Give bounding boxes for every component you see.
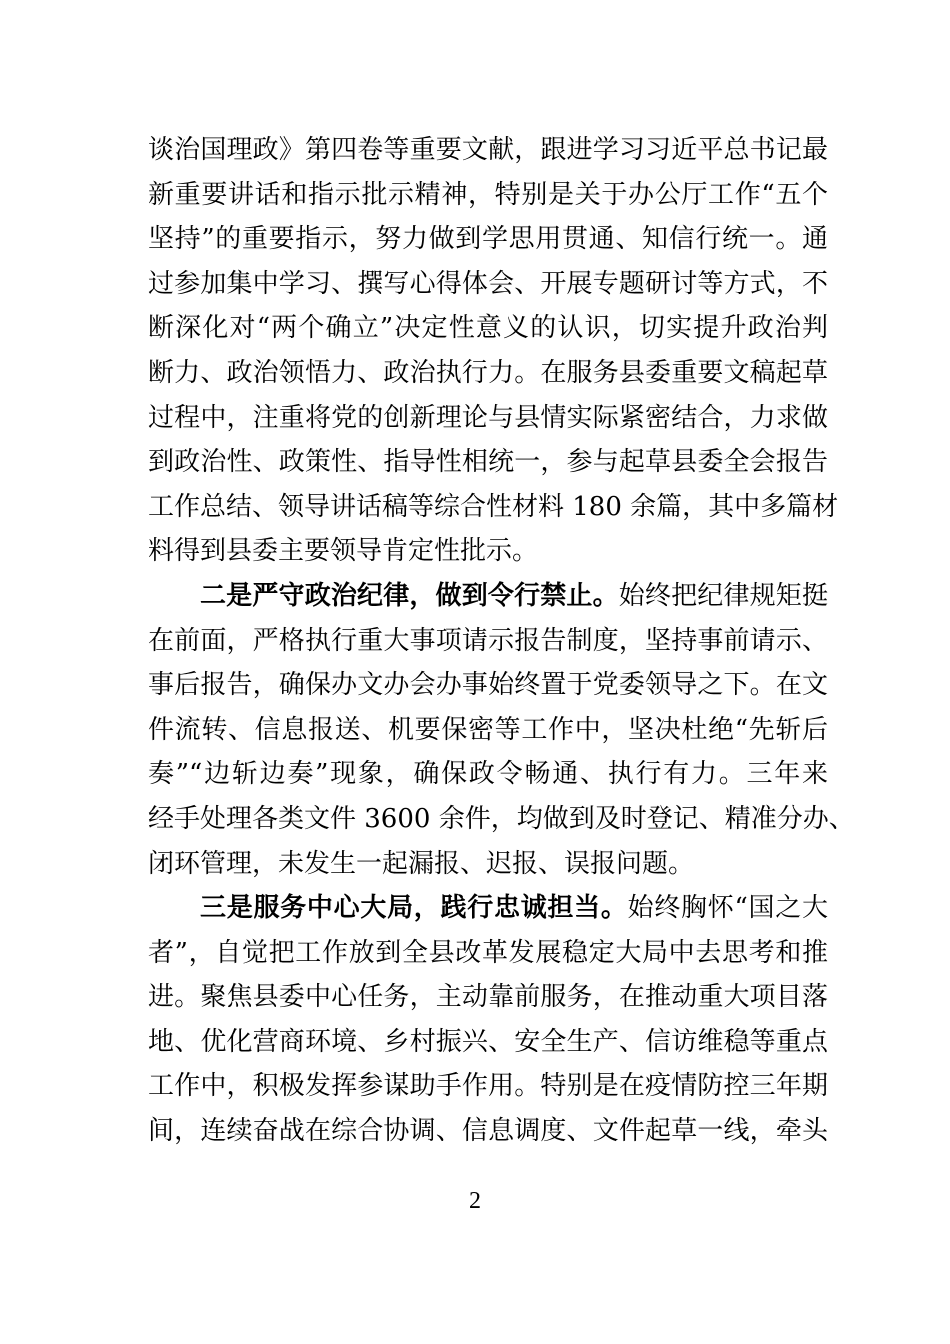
text-line: 谈治国理政》第四卷等重要文献，跟进学习习近平总书记最 — [148, 135, 828, 165]
paragraph-heading: 二是严守政治纪律，做到令行禁止。 — [200, 580, 619, 611]
text-line: 间，连续奋战在综合协调、信息调度、文件起草一线，牵头 — [148, 1116, 828, 1147]
page-number: 2 — [469, 1188, 481, 1214]
text-line: 料得到县委主要领导肯定性批示。 — [148, 536, 539, 567]
text-line: 事后报告，确保办文办会办事始终置于党委领导之下。在文 — [148, 670, 828, 701]
text-line: 地、优化营商环境、乡村振兴、安全生产、信访维稳等重点 — [148, 1026, 828, 1057]
text-line: 坚持”的重要指示，努力做到学思用贯通、知信行统一。通 — [148, 224, 828, 255]
text-line: 到政治性、政策性、指导性相统一，参与起草县委全会报告 — [148, 447, 828, 478]
text-line: 新重要讲话和指示批示精神，特别是关于办公厅工作“五个 — [148, 179, 828, 210]
paragraph-heading: 三是服务中心大局，践行忠诚担当。 — [200, 893, 628, 924]
text-line: 工作总结、领导讲话稿等综合性材料 180 余篇，其中多篇材 — [148, 491, 839, 522]
text-line: 断深化对“两个确立”决定性意义的认识，切实提升政治判 — [148, 313, 828, 344]
text-line: 断力、政治领悟力、政治执行力。在服务县委重要文稿起草 — [148, 357, 828, 388]
paragraph-first-line — [148, 886, 828, 931]
text-line: 经手处理各类文件 3600 余件，均做到及时登记、精准分办、 — [148, 803, 855, 834]
text-line: 过程中，注重将党的创新理论与县情实际紧密结合，力求做 — [148, 402, 828, 433]
text-run: 始终把纪律规矩挺 — [618, 580, 828, 611]
body-text — [148, 128, 855, 1154]
paragraph-first-line — [148, 574, 828, 619]
text-run: 始终胸怀“国之大 — [627, 893, 828, 924]
text-line: 工作中，积极发挥参谋助手作用。特别是在疫情防控三年期 — [148, 1071, 828, 1102]
text-line: 件流转、信息报送、机要保密等工作中，坚决杜绝“先斩后 — [148, 714, 828, 745]
text-line: 奏”“边斩边奏”现象，确保政令畅通、执行有力。三年来 — [148, 759, 828, 790]
text-line: 在前面，严格执行重大事项请示报告制度，坚持事前请示、 — [148, 625, 828, 656]
text-line: 闭环管理，未发生一起漏报、迟报、误报问题。 — [148, 848, 695, 879]
text-line: 者”，自觉把工作放到全县改革发展稳定大局中去思考和推 — [148, 937, 828, 968]
text-line: 过参加集中学习、撰写心得体会、开展专题研讨等方式，不 — [148, 268, 828, 299]
text-line: 进。聚焦县委中心任务，主动靠前服务，在推动重大项目落 — [148, 982, 828, 1013]
